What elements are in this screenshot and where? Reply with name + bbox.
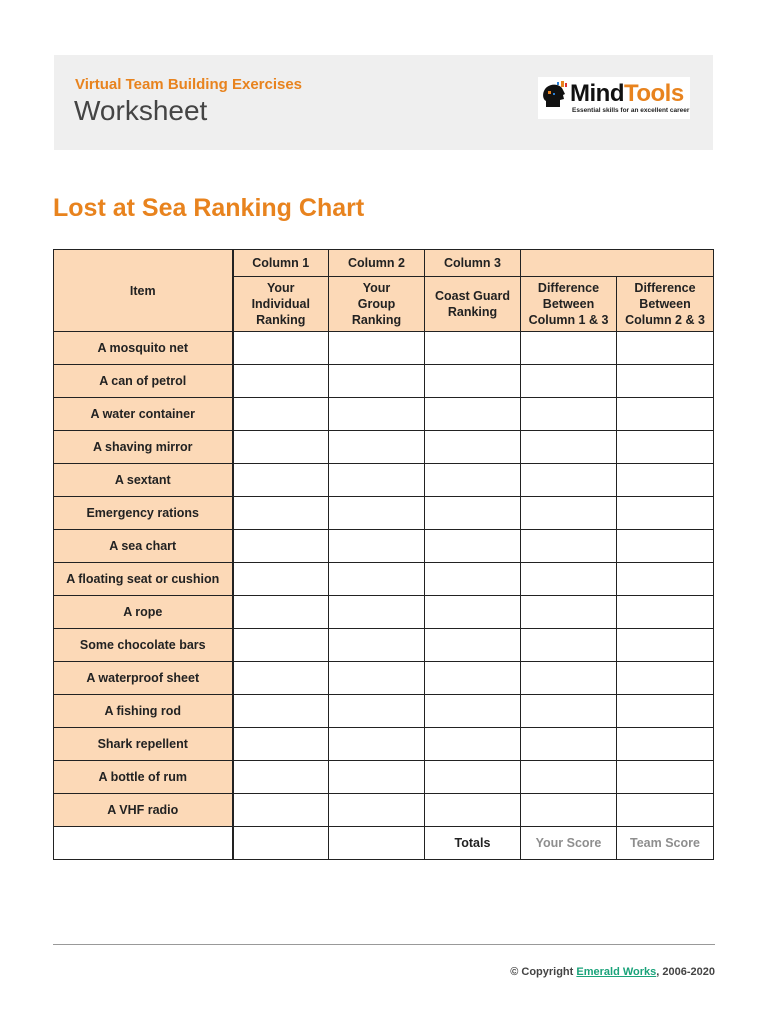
table-row bbox=[54, 431, 714, 464]
ranking-cell[interactable] bbox=[329, 563, 425, 596]
item-label: Some chocolate bars bbox=[54, 629, 233, 662]
ranking-cell[interactable] bbox=[233, 332, 329, 365]
item-label: A waterproof sheet bbox=[54, 662, 233, 695]
ranking-cell[interactable] bbox=[617, 365, 714, 398]
column-header-line: Column 2 & 3 bbox=[625, 313, 705, 327]
column-header-1 bbox=[233, 277, 329, 332]
ranking-cell[interactable] bbox=[329, 629, 425, 662]
column-header-3 bbox=[425, 277, 521, 332]
item-label: Emergency rations bbox=[54, 497, 233, 530]
table-row bbox=[54, 530, 714, 563]
ranking-cell[interactable] bbox=[329, 530, 425, 563]
column-header-line: Difference bbox=[634, 281, 696, 295]
table-row bbox=[54, 365, 714, 398]
table-row bbox=[54, 629, 714, 662]
ranking-cell[interactable] bbox=[425, 695, 521, 728]
ranking-cell[interactable] bbox=[329, 398, 425, 431]
ranking-cell[interactable] bbox=[425, 596, 521, 629]
column-header-line: Coast Guard bbox=[434, 289, 510, 303]
ranking-cell[interactable] bbox=[329, 431, 425, 464]
table-row bbox=[54, 761, 714, 794]
ranking-cell[interactable] bbox=[521, 365, 617, 398]
column-header-line: Individual bbox=[251, 297, 310, 311]
totals-label: Totals bbox=[425, 827, 521, 860]
ranking-cell[interactable] bbox=[617, 629, 714, 662]
ranking-cell[interactable] bbox=[329, 464, 425, 497]
table-row bbox=[54, 464, 714, 497]
ranking-cell[interactable] bbox=[425, 794, 521, 827]
ranking-cell[interactable] bbox=[233, 695, 329, 728]
ranking-cell[interactable] bbox=[329, 761, 425, 794]
ranking-cell[interactable] bbox=[521, 728, 617, 761]
ranking-cell[interactable] bbox=[233, 728, 329, 761]
ranking-cell[interactable] bbox=[617, 662, 714, 695]
ranking-cell[interactable] bbox=[425, 629, 521, 662]
item-label: A water container bbox=[54, 398, 233, 431]
ranking-cell[interactable] bbox=[617, 761, 714, 794]
table-row bbox=[54, 563, 714, 596]
logo-brand: MindTools bbox=[570, 80, 684, 107]
item-label: A floating seat or cushion bbox=[54, 563, 233, 596]
ranking-cell[interactable] bbox=[617, 596, 714, 629]
footer-divider bbox=[53, 944, 715, 945]
ranking-cell[interactable] bbox=[521, 629, 617, 662]
item-label: Shark repellent bbox=[54, 728, 233, 761]
column-header-line: Between bbox=[542, 297, 595, 311]
column-header-line: Ranking bbox=[351, 313, 402, 327]
header-subtitle: Virtual Team Building Exercises bbox=[75, 76, 303, 93]
ranking-cell[interactable] bbox=[329, 596, 425, 629]
column-header-line: Your bbox=[266, 281, 295, 295]
totals-blank bbox=[54, 827, 233, 860]
column-header-line: Ranking bbox=[256, 313, 306, 327]
ranking-cell[interactable] bbox=[233, 563, 329, 596]
ranking-cell[interactable] bbox=[233, 365, 329, 398]
ranking-cell[interactable] bbox=[233, 794, 329, 827]
column-number-2: Column 2 bbox=[329, 250, 425, 277]
ranking-cell[interactable] bbox=[329, 662, 425, 695]
chart-title: Lost at Sea Ranking Chart bbox=[53, 194, 365, 222]
table-row bbox=[54, 794, 714, 827]
table-row bbox=[54, 728, 714, 761]
column-header-line: Between bbox=[639, 297, 691, 311]
ranking-cell[interactable] bbox=[617, 431, 714, 464]
ranking-cell[interactable] bbox=[329, 695, 425, 728]
column-header-line: Your bbox=[362, 281, 391, 295]
ranking-cell[interactable] bbox=[425, 563, 521, 596]
ranking-cell[interactable] bbox=[233, 596, 329, 629]
ranking-cell[interactable] bbox=[233, 530, 329, 563]
table-row bbox=[54, 596, 714, 629]
your-score-cell[interactable]: Your Score bbox=[521, 827, 617, 860]
emerald-works-link[interactable]: Emerald Works bbox=[576, 966, 657, 978]
ranking-cell[interactable] bbox=[521, 794, 617, 827]
ranking-cell[interactable] bbox=[329, 728, 425, 761]
item-header: Item bbox=[54, 250, 233, 332]
header-title: Worksheet bbox=[74, 95, 208, 126]
ranking-cell[interactable] bbox=[425, 398, 521, 431]
ranking-cell[interactable] bbox=[521, 662, 617, 695]
ranking-cell[interactable] bbox=[233, 398, 329, 431]
table-row bbox=[54, 398, 714, 431]
ranking-table bbox=[53, 249, 714, 860]
ranking-cell[interactable] bbox=[425, 431, 521, 464]
worksheet-header bbox=[54, 55, 713, 150]
ranking-cell[interactable] bbox=[233, 464, 329, 497]
column-header-line: Column 1 & 3 bbox=[528, 313, 609, 327]
ranking-cell[interactable] bbox=[329, 794, 425, 827]
item-label: A sea chart bbox=[54, 530, 233, 563]
ranking-cell[interactable] bbox=[233, 761, 329, 794]
table-row bbox=[54, 332, 714, 365]
ranking-cell[interactable] bbox=[425, 332, 521, 365]
table-row bbox=[54, 662, 714, 695]
ranking-cell[interactable] bbox=[521, 596, 617, 629]
ranking-cell[interactable] bbox=[233, 431, 329, 464]
item-label: A mosquito net bbox=[54, 332, 233, 365]
ranking-cell[interactable] bbox=[521, 695, 617, 728]
ranking-cell[interactable] bbox=[329, 365, 425, 398]
ranking-cell[interactable] bbox=[521, 431, 617, 464]
ranking-cell[interactable] bbox=[617, 728, 714, 761]
ranking-cell[interactable] bbox=[521, 761, 617, 794]
ranking-cell[interactable] bbox=[521, 398, 617, 431]
column-number-3: Column 3 bbox=[425, 250, 521, 277]
ranking-cell[interactable] bbox=[617, 332, 714, 365]
item-label: A bottle of rum bbox=[54, 761, 233, 794]
ranking-cell[interactable] bbox=[617, 398, 714, 431]
item-label: A VHF radio bbox=[54, 794, 233, 827]
column-header-5 bbox=[617, 277, 714, 332]
ranking-cell[interactable] bbox=[329, 332, 425, 365]
item-label: A can of petrol bbox=[54, 365, 233, 398]
totals-row bbox=[54, 827, 714, 860]
column-header-line: Ranking bbox=[447, 305, 498, 319]
ranking-cell[interactable] bbox=[425, 365, 521, 398]
ranking-cell[interactable] bbox=[521, 530, 617, 563]
totals-blank bbox=[329, 827, 425, 860]
column-header-line: Group bbox=[357, 297, 396, 311]
head-icon bbox=[540, 81, 570, 111]
mindtools-logo bbox=[538, 77, 690, 119]
ranking-cell[interactable] bbox=[233, 629, 329, 662]
column-header-2 bbox=[329, 277, 425, 332]
ranking-cell[interactable] bbox=[617, 695, 714, 728]
totals-blank bbox=[233, 827, 329, 860]
ranking-cell[interactable] bbox=[521, 497, 617, 530]
logo-tagline: Essential skills for an excellent career bbox=[572, 107, 690, 114]
ranking-cell[interactable] bbox=[425, 761, 521, 794]
ranking-cell[interactable] bbox=[233, 497, 329, 530]
team-score-cell[interactable]: Team Score bbox=[617, 827, 714, 860]
ranking-cell[interactable] bbox=[425, 662, 521, 695]
ranking-cell[interactable] bbox=[617, 464, 714, 497]
ranking-cell[interactable] bbox=[425, 497, 521, 530]
ranking-cell[interactable] bbox=[521, 563, 617, 596]
item-label: A sextant bbox=[54, 464, 233, 497]
ranking-cell[interactable] bbox=[329, 497, 425, 530]
item-label: A shaving mirror bbox=[54, 431, 233, 464]
ranking-cell[interactable] bbox=[425, 464, 521, 497]
table-row bbox=[54, 695, 714, 728]
column-header-line: Difference bbox=[537, 281, 600, 295]
ranking-cell[interactable] bbox=[425, 530, 521, 563]
ranking-cell[interactable] bbox=[617, 497, 714, 530]
copyright-notice: © Copyright Emerald Works, 2006-2020 bbox=[510, 966, 715, 978]
ranking-cell[interactable] bbox=[617, 530, 714, 563]
item-label: A fishing rod bbox=[54, 695, 233, 728]
column-header-4 bbox=[521, 277, 617, 332]
item-label: A rope bbox=[54, 596, 233, 629]
ranking-cell[interactable] bbox=[521, 464, 617, 497]
column-number-blank bbox=[521, 250, 714, 277]
ranking-cell[interactable] bbox=[425, 728, 521, 761]
column-number-1: Column 1 bbox=[233, 250, 329, 277]
ranking-cell[interactable] bbox=[617, 563, 714, 596]
ranking-cell[interactable] bbox=[521, 332, 617, 365]
ranking-cell[interactable] bbox=[233, 662, 329, 695]
table-row bbox=[54, 497, 714, 530]
ranking-cell[interactable] bbox=[617, 794, 714, 827]
